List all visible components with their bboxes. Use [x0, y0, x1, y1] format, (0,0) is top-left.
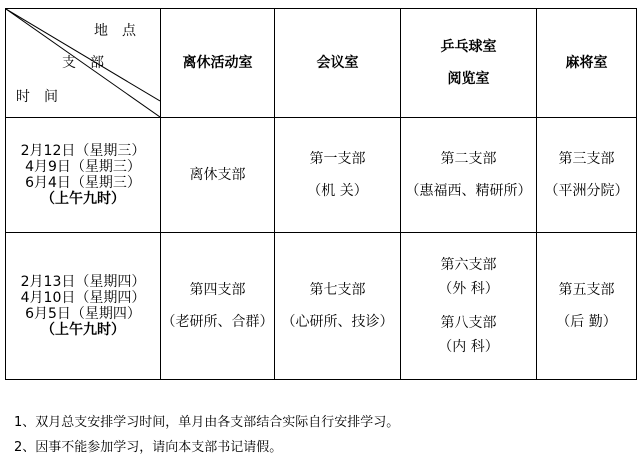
table-row: [6, 118, 637, 233]
branch-name: 第五支部: [558, 281, 615, 298]
branch-cell: [275, 233, 401, 380]
column-header-label: 会议室: [316, 54, 359, 71]
branch-sub: （后 勤）: [556, 314, 617, 330]
branch-name: 第一支部: [309, 150, 366, 167]
diagonal-header-cell: [6, 9, 161, 118]
branch-sub: （惠福西、精研所）: [405, 183, 532, 199]
branch-cell: [537, 233, 637, 380]
column-header-label: 乒乓球室: [440, 38, 497, 55]
column-header-retiree-room: [161, 9, 275, 118]
time-note: （上午九时）: [41, 322, 125, 339]
column-header-mahjong-room: [537, 9, 637, 118]
notes: [14, 410, 399, 460]
branch-sub: （心研所、技诊）: [281, 314, 394, 330]
note-line: 1、双月总支安排学习时间，单月由各支部结合实际自行安排学习。: [14, 415, 400, 430]
date-line: 4月10日（星期四）: [20, 289, 146, 306]
branch-name: 第四支部: [189, 281, 246, 298]
branch-cell: [161, 233, 275, 380]
date-line: 2月13日（星期四）: [20, 273, 146, 290]
date-line: 6月5日（星期四）: [25, 306, 141, 322]
note-line: 2、因事不能参加学习，请向本支部书记请假。: [14, 440, 283, 455]
header-row: [6, 9, 637, 118]
column-header-pingpong-reading-room: [401, 9, 537, 118]
branch-name: 第二支部: [440, 150, 497, 167]
branch-cell: [401, 118, 537, 233]
branch-sub-2: （内 科）: [438, 339, 499, 355]
branch-sub: （平洲分院）: [544, 183, 629, 199]
branch-name: 第三支部: [558, 150, 615, 167]
branch-name-2: 第八支部: [440, 315, 497, 331]
date-line: 6月4日（星期三）: [25, 175, 141, 191]
date-line: 2月12日（星期三）: [20, 142, 146, 159]
column-header-label-2: 阅览室: [447, 71, 490, 87]
schedule-table: [5, 8, 637, 380]
branch-cell: [537, 118, 637, 233]
branch-cell: [401, 233, 537, 380]
date-line: 4月9日（星期三）: [25, 158, 141, 175]
time-note: （上午九时）: [41, 191, 125, 208]
time-cell: [6, 233, 161, 380]
diag-label-time: 时间: [16, 89, 72, 105]
branch-name: 第七支部: [309, 281, 366, 298]
column-header-label: 麻将室: [565, 54, 608, 71]
branch-name: 第六支部: [440, 257, 497, 273]
branch-name: 离休支部: [189, 166, 246, 183]
diag-label-branch: 支部: [62, 55, 118, 71]
time-cell: [6, 118, 161, 233]
column-header-meeting-room: [275, 9, 401, 118]
branch-cell: [161, 118, 275, 233]
branch-sub: （外 科）: [438, 281, 499, 297]
branch-cell: [275, 118, 401, 233]
column-header-label: 离休活动室: [182, 54, 253, 71]
table-row: [6, 233, 637, 380]
branch-sub: （机 关）: [307, 183, 368, 199]
branch-sub: （老研所、合群）: [161, 314, 274, 330]
diag-label-place: 地点: [94, 23, 150, 39]
